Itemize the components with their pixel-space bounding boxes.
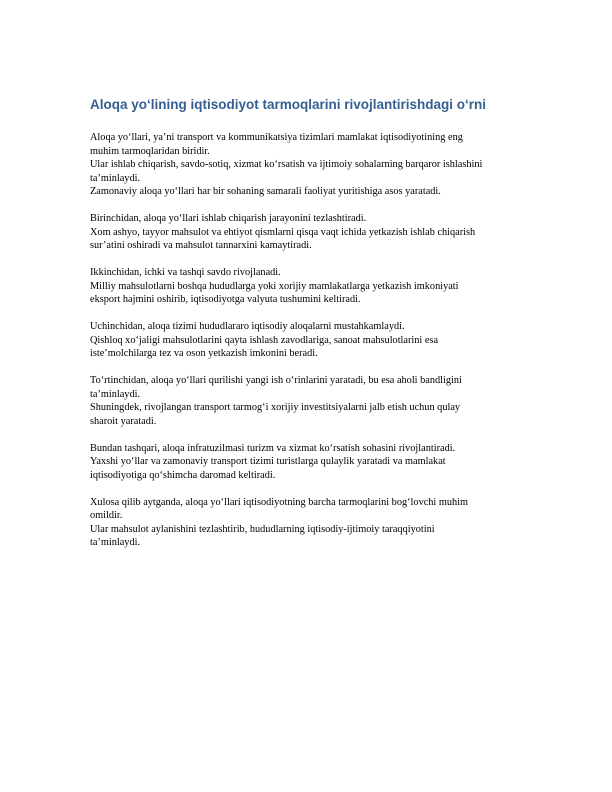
text-line: To‘rtinchidan, aloqa yo‘llari qurilishi yangi ish o‘rinlarini yaratadi, bu esa aholi bandligini [90, 375, 462, 386]
text-line: Zamonaviy aloqa yo‘llari har bir sohaning samarali faoliyat yuritishiga asos yaratadi. [90, 186, 441, 197]
text-line: Bundan tashqari, aloqa infratuzilmasi turizm va xizmat ko‘rsatish sohasini rivojlantiradi. [90, 442, 456, 454]
text-line: ta’minlaydi. [90, 537, 141, 548]
paragraph-6 [90, 442, 522, 483]
document-title: Aloqa yo‘lining iqtisodiyot tarmoqlarini rivojlantirishdagi o‘rni [90, 97, 487, 112]
text-line: Aloqa yo‘llari, ya’ni transport va kommunikatsiya tizimlari mamlakat iqtisodiyotining eng [90, 132, 463, 143]
text-line: muhim tarmoqlaridan biridir. [90, 145, 210, 157]
text-line: ta’minlaydi. [90, 172, 141, 184]
paragraph-2 [90, 212, 522, 253]
text-line: Milliy mahsulotlarni boshqa hududlarga yoki xorijiy mamlakatlarga yetkazish imkoniyati [90, 280, 459, 292]
text-line: Uchinchidan, aloqa tizimi hududlararo iqtisodiy aloqalarni mustahkamlaydi. [90, 321, 405, 332]
text-line: Birinchidan, aloqa yo‘llari ishlab chiqarish jarayonini tezlashtiradi. [90, 213, 367, 224]
text-line: Xulosa qilib aytganda, aloqa yo‘llari iqtisodiyotning barcha tarmoqlarini bog‘lovchi muhim [90, 496, 469, 508]
text-line: Ular mahsulot aylanishini tezlashtirib, hududlarning iqtisodiy-ijtimoiy taraqqiyotini [90, 523, 435, 535]
paragraph-1 [90, 131, 522, 199]
text-line: sur’atini oshiradi va mahsulot tannarxini kamaytiradi. [90, 240, 312, 251]
paragraph-5 [90, 374, 522, 428]
text-line: iste’molchilarga tez va oson yetkazish imkonini beradi. [90, 348, 318, 359]
text-line: Yaxshi yo‘llar va zamonaviy transport tizimi turistlarga qulaylik yaratadi va mamlakat [90, 456, 446, 467]
text-line: sharoit yaratadi. [90, 415, 157, 427]
text-line: omildir. [90, 510, 123, 521]
paragraph-7 [90, 496, 522, 550]
text-line: Ular ishlab chiqarish, savdo-sotiq, xizmat ko‘rsatish va ijtimoiy sohalarning barqaror ishlashini [90, 159, 483, 170]
text-line: Ikkinchidan, ichki va tashqi savdo rivojlanadi. [90, 267, 281, 278]
text-line: Qishloq xo‘jaligi mahsulotlarini qayta ishlash zavodlariga, sanoat mahsulotlarini esa [90, 334, 439, 346]
paragraph-4 [90, 320, 522, 361]
text-line: iqtisodiyotiga qo‘shimcha daromad keltiradi. [90, 469, 276, 481]
document-body [90, 131, 522, 563]
text-line: ta’minlaydi. [90, 388, 141, 400]
text-line: eksport hajmini oshirib, iqtisodiyotga valyuta tushumini keltiradi. [90, 294, 361, 305]
text-line: Xom ashyo, tayyor mahsulot va ehtiyot qismlarni qisqa vaqt ichida yetkazish ishlab chiqarish [90, 226, 476, 238]
paragraph-3 [90, 266, 522, 307]
text-line: Shuningdek, rivojlangan transport tarmog‘i xorijiy investitsiyalarni jalb etish uchun qulay [90, 402, 461, 413]
